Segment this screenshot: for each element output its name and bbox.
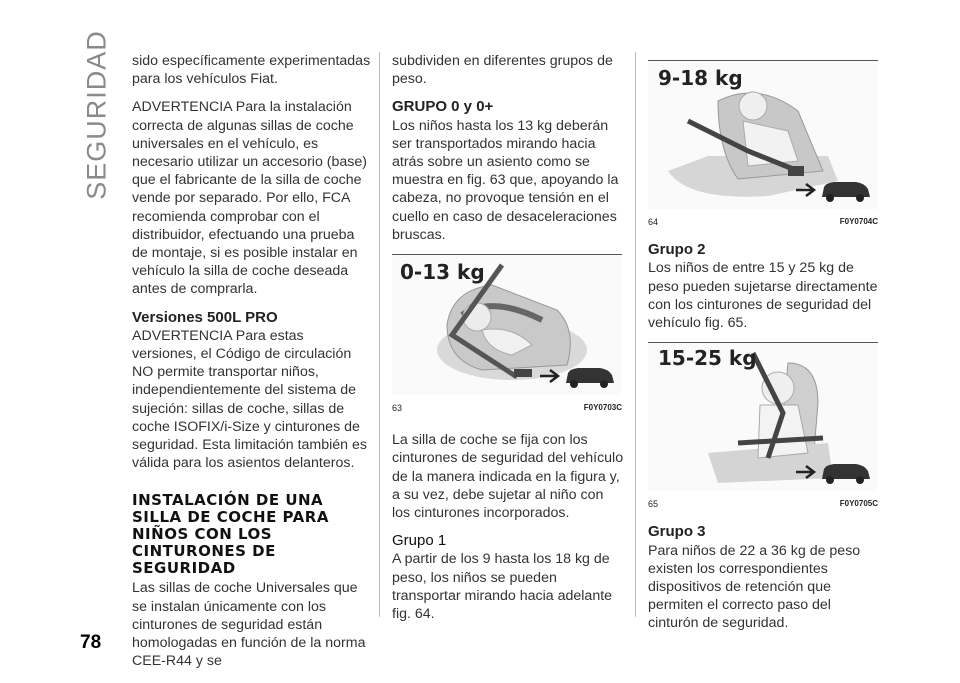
figure-caption	[392, 395, 622, 417]
paragraph: ADVERTENCIA Para estas versiones, el Código de circulación NO permite transportar niños, independientemente del sistema de sujeción: sillas de coche, sillas de coche ISOFIX/i-Size y cinturones de seguridad. Esta limitación también es válida para los asientos delanteros.	[132, 327, 368, 472]
car-direction-icon	[538, 361, 616, 391]
page-number: 78	[80, 632, 102, 653]
infant-seat-illustration	[392, 255, 622, 395]
subheading: Versiones 500L PRO	[132, 308, 278, 326]
column-2	[392, 52, 624, 623]
figure-63	[392, 254, 622, 417]
figure-number: 65	[648, 499, 659, 510]
subheading: Grupo 2	[648, 241, 706, 259]
figure-code: F0Y0704C	[839, 217, 878, 226]
paragraph: subdividen en diferentes grupos de peso.	[392, 53, 613, 88]
column-divider	[379, 52, 380, 617]
paragraph: A partir de los 9 hasta los 18 kg de peso, los niños se pueden transportar mirando hacia adelante fig. 64.	[392, 551, 613, 623]
section-heading: INSTALACIÓN DE UNA SILLA DE COCHE PARA NIÑOS CON LOS CINTURONES DE SEGURIDAD	[132, 491, 329, 578]
subheading: Grupo 1	[392, 532, 447, 550]
figure-64	[648, 60, 878, 231]
figure-65	[648, 342, 878, 513]
figure-code: F0Y0703C	[583, 403, 622, 413]
subheading: GRUPO 0 y 0+	[392, 98, 494, 116]
paragraph: Los niños hasta los 13 kg deberán ser transportados mirando hacia atrás sobre un asiento como se muestra en fig. 63 que, apoyando la cabeza, no provoque tensión en el cuello en caso de desaceleraciones bruscas.	[392, 117, 619, 243]
paragraph: Para niños de 22 a 36 kg de peso existen los correspondientes dispositivos de retención que permiten el correcto paso del cinturón de seguridad.	[648, 542, 861, 632]
column-divider	[635, 52, 636, 617]
section-title: SEGURIDAD	[81, 30, 112, 200]
car-direction-icon	[794, 457, 872, 487]
column-1	[132, 52, 372, 670]
figure-label: 9-18 kg	[658, 66, 743, 90]
figure-caption	[648, 209, 878, 231]
paragraph: Los niños de entre 15 y 25 kg de peso pueden sujetarse directamente con los cinturones de seguridad del vehículo fig. 65.	[648, 260, 878, 332]
paragraph: La silla de coche se fija con los cinturones de seguridad del vehículo de la manera indicada en la figura y, a su vez, debe sujetar al niño con los cinturones incorporados.	[392, 432, 624, 522]
paragraph: Las sillas de coche Universales que se instalan únicamente con los cinturones de seguridad están homologadas en función de la norma CEE-R44 y se	[132, 580, 366, 670]
figure-label: 0-13 kg	[400, 260, 485, 285]
car-direction-icon	[794, 175, 872, 205]
paragraph: ADVERTENCIA Para la instalación correcta de algunas sillas de coche universales en el vehículo, es necesario utilizar un accesorio (base) que el fabricante de la silla de coche vende por separado. Por ello, FCA recomienda comprobar con el distribuidor, efectuando una prueba de montaje, si es posible instalar en vehículo la silla de coche deseada antes de comprarla.	[132, 99, 367, 298]
booster-seat-illustration	[648, 343, 878, 491]
paragraph: sido específicamente experimentadas para los vehículos Fiat.	[132, 53, 371, 88]
figure-caption	[648, 491, 878, 513]
child-seat-illustration	[648, 61, 878, 209]
figure-number: 63	[392, 403, 403, 414]
figure-code: F0Y0705C	[839, 499, 878, 509]
column-3	[648, 60, 880, 633]
figure-number: 64	[648, 217, 659, 227]
subheading: Grupo 3	[648, 523, 706, 541]
figure-label: 15-25 kg	[658, 346, 757, 371]
